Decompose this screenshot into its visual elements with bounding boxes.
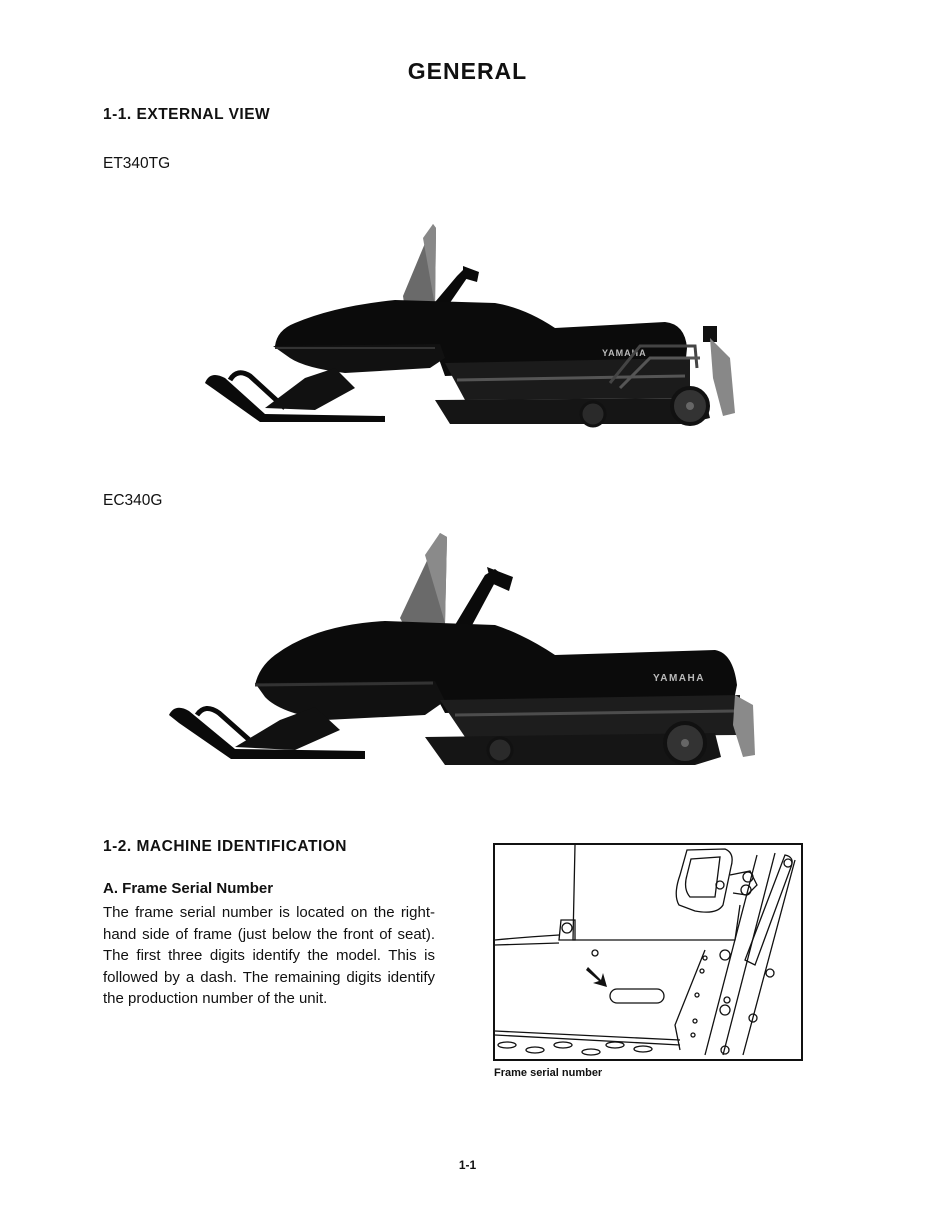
- page-number: 1-1: [458, 1158, 477, 1172]
- snowmobile-ec340g-image: [155, 525, 760, 775]
- snowmobile-et340tg-image: [195, 218, 755, 433]
- model-label-ec340g: EC340G: [103, 492, 163, 509]
- frame-serial-number-diagram: [493, 843, 803, 1061]
- brand-decal: YAMAHA: [602, 348, 647, 358]
- page-title: GENERAL: [407, 58, 528, 84]
- figure-caption: Frame serial number: [494, 1067, 603, 1079]
- section-heading-external-view: 1-1. EXTERNAL VIEW: [103, 106, 271, 123]
- arrow-icon: [586, 967, 607, 987]
- model-label-et340tg: ET340TG: [103, 155, 171, 172]
- brand-decal: YAMAHA: [653, 673, 705, 684]
- frame-serial-description: The frame serial number is located on the right-hand side of frame (just below the front of seat). The first three digits identify the model. This is followed by a dash. The remaining digits identify the production number of the unit.: [103, 904, 435, 1008]
- subsection-heading-frame-serial-number: A. Frame Serial Number: [103, 880, 274, 897]
- section-heading-machine-identification: 1-2. MACHINE IDENTIFICATION: [103, 838, 347, 855]
